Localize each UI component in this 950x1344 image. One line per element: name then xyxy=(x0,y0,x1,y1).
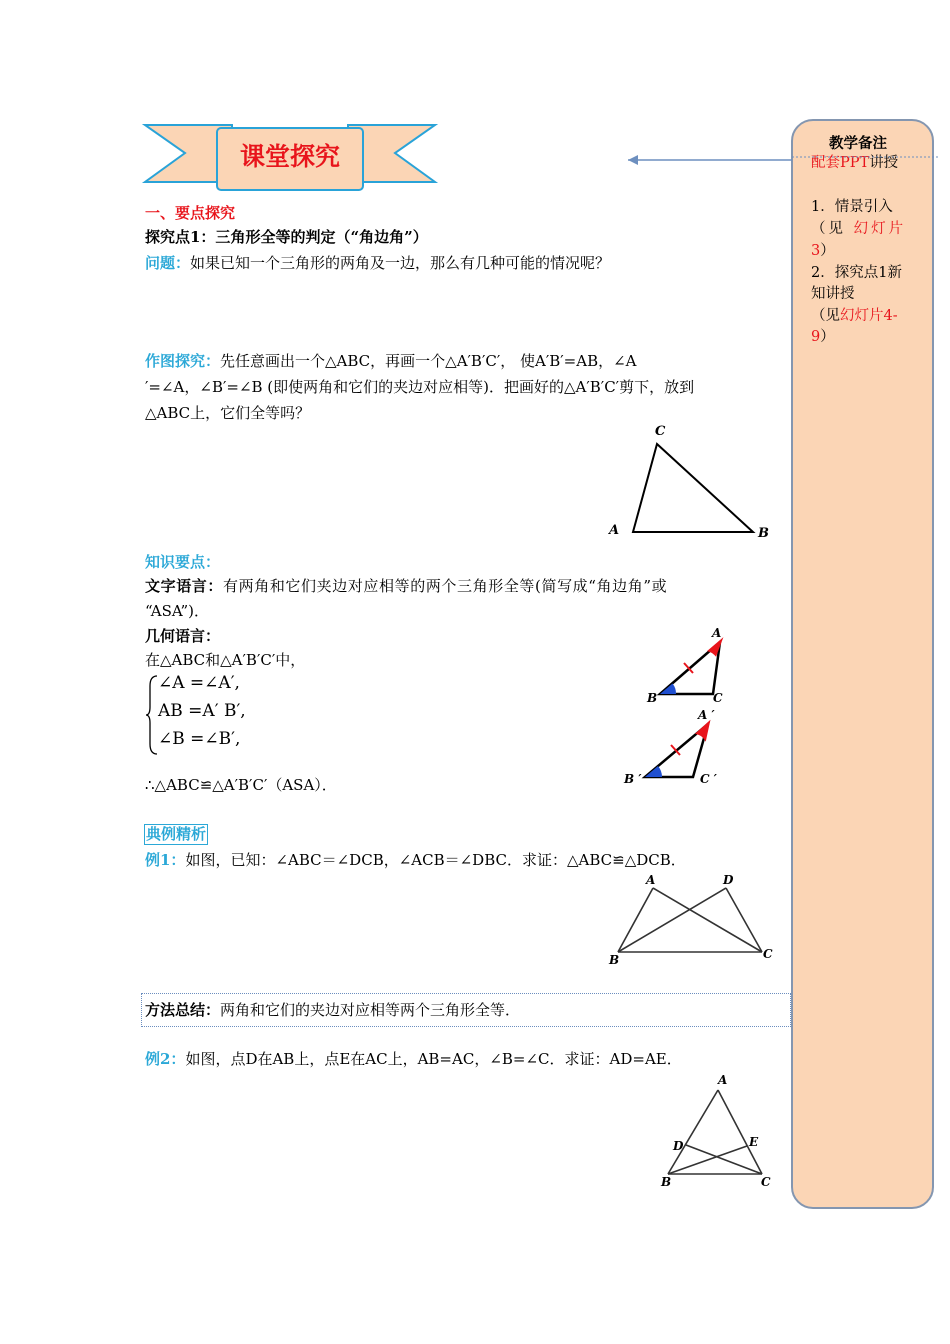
fig1-label-c: C xyxy=(655,424,666,439)
sidebar-subheading: 配套PPT讲授 xyxy=(811,155,899,171)
fig4-label-c: C xyxy=(761,1175,771,1189)
geo-cond1: ∠A =∠A′, xyxy=(158,673,240,693)
sidebar-item1-ref-end: 3） xyxy=(811,243,835,259)
fig1-label-b: B xyxy=(758,526,769,541)
sidebar-item2-ref-end: 9） xyxy=(811,329,835,345)
example2: 例2：如图，点D在AB上，点E在AC上，AB=AC，∠B=∠C．求证：AD=AE． xyxy=(145,1050,682,1068)
draw-line3: △ABC上，它们全等吗？ xyxy=(145,404,311,422)
figure-example2 xyxy=(655,1070,780,1190)
fig2-label-b2: B ′ xyxy=(624,772,642,786)
fig4-label-b: B xyxy=(661,1175,672,1189)
draw-line2: ′=∠A，∠B′=∠B (即使两角和它们的夹边对应相等)．把画好的△A′B′C′剪下，放到 xyxy=(145,378,695,396)
fig2-label-c: C xyxy=(713,691,723,705)
fig3-label-c: C xyxy=(763,947,773,961)
sidebar-item2: 2．探究点1新 xyxy=(811,265,902,281)
figure-example1 xyxy=(605,870,780,970)
fig2-label-a2: A ′ xyxy=(698,708,715,722)
fig2-label-a: A xyxy=(712,626,722,640)
fig3-label-a: A xyxy=(646,873,656,887)
sidebar-item1: 1．情景引入 xyxy=(811,199,893,215)
geo-conclusion: ∴△ABC≌△A′B′C′（ASA）． xyxy=(145,776,337,794)
figure-asa-triangles xyxy=(620,622,740,792)
point-title: 探究点1：三角形全等的判定（“角边角”） xyxy=(145,228,428,246)
method-summary: 方法总结：两角和它们的夹边对应相等两个三角形全等． xyxy=(145,1001,521,1019)
conditions-brace xyxy=(145,674,159,756)
teaching-notes-sidebar xyxy=(791,119,934,1209)
draw-line1: 作图探究：先任意画出一个△ABC，再画一个△A′B′C′， 使A′B′=AB，∠A xyxy=(145,352,637,370)
text-lang-line1: 文字语言：有两角和它们夹边对应相等的两个三角形全等(简写成“角边角”或 xyxy=(145,577,668,595)
knowledge-label: 知识要点： xyxy=(145,553,221,571)
fig3-label-d: D xyxy=(723,873,734,887)
section-heading: 一、要点探究 xyxy=(145,204,236,222)
sidebar-pointer-arrow xyxy=(620,150,940,170)
sidebar-heading: 教学备注 xyxy=(829,135,887,152)
fig1-label-a: A xyxy=(609,523,620,538)
figure-triangle-abc xyxy=(605,420,780,545)
geo-intro: 在△ABC和△A′B′C′中， xyxy=(145,651,306,669)
fig3-label-b: B xyxy=(609,953,620,967)
example1: 例1：如图，已知：∠ABC＝∠DCB，∠ACB＝∠DBC．求证：△ABC≌△DCB． xyxy=(145,851,686,869)
sidebar-item2-ref: （见幻灯片4- xyxy=(811,308,898,324)
question-line: 问题：如果已知一个三角形的两角及一边，那么有几种可能的情况呢？ xyxy=(145,254,611,272)
geo-cond2: AB =A′ B′, xyxy=(158,701,246,721)
geo-lang-label: 几何语言： xyxy=(145,627,221,645)
geo-cond3: ∠B =∠B′, xyxy=(158,729,241,749)
examples-tag: 典例精析 xyxy=(146,825,207,843)
fig4-label-a: A xyxy=(718,1073,728,1087)
fig2-label-c2: C ′ xyxy=(700,772,717,786)
fig2-label-b: B xyxy=(647,691,658,705)
text-lang-line2: “ASA”)． xyxy=(145,602,209,620)
fig4-label-e: E xyxy=(749,1135,759,1149)
fig4-label-d: D xyxy=(673,1139,684,1153)
sidebar-item1-ref: （见 幻灯片 xyxy=(811,221,907,237)
sidebar-item2-cont: 知讲授 xyxy=(811,286,855,302)
banner-title: 课堂探究 xyxy=(240,142,341,171)
